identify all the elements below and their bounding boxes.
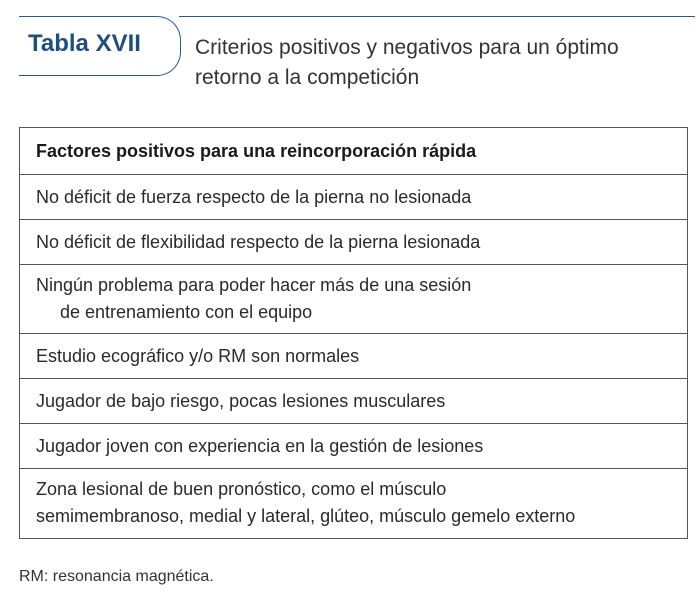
row-text: No déficit de flexibilidad respecto de la pierna lesionada: [36, 232, 481, 252]
table-label: Tabla XVII: [28, 30, 141, 57]
table-row: [20, 379, 687, 424]
table-caption: [195, 33, 695, 93]
row-text: Jugador de bajo riesgo, pocas lesiones musculares: [36, 391, 446, 411]
table-header: [19, 16, 695, 108]
row-text: No déficit de fuerza respecto de la pierna no lesionada: [36, 187, 472, 207]
row-text-line-2: de entrenamiento con el equipo: [60, 302, 313, 322]
row-text-line-1: Ningún problema para poder hacer más de una sesión: [36, 275, 472, 295]
header-rule: [179, 16, 695, 17]
table-row: [20, 220, 687, 265]
table-row: [20, 334, 687, 379]
row-text-line-2: semimembranoso, medial y lateral, glúteo, músculo gemelo externo: [36, 506, 576, 526]
caption-line-2: retorno a la competición: [195, 66, 420, 89]
table-row: [20, 265, 687, 334]
table-row: [20, 424, 687, 469]
table-heading-row: [20, 128, 687, 175]
criteria-table: [19, 127, 688, 539]
table-row: [20, 469, 687, 538]
row-text-line-1: Zona lesional de buen pronóstico, como el músculo: [36, 479, 447, 499]
table-row: [20, 175, 687, 220]
row-text: Estudio ecográfico y/o RM son normales: [36, 346, 360, 366]
row-text: Jugador joven con experiencia en la gestión de lesiones: [36, 436, 484, 456]
table-heading: Factores positivos para una reincorporación rápida: [36, 141, 477, 161]
caption-line-1: Criterios positivos y negativos para un óptimo: [195, 36, 619, 59]
footnote: RM: resonancia magnética.: [19, 568, 214, 585]
